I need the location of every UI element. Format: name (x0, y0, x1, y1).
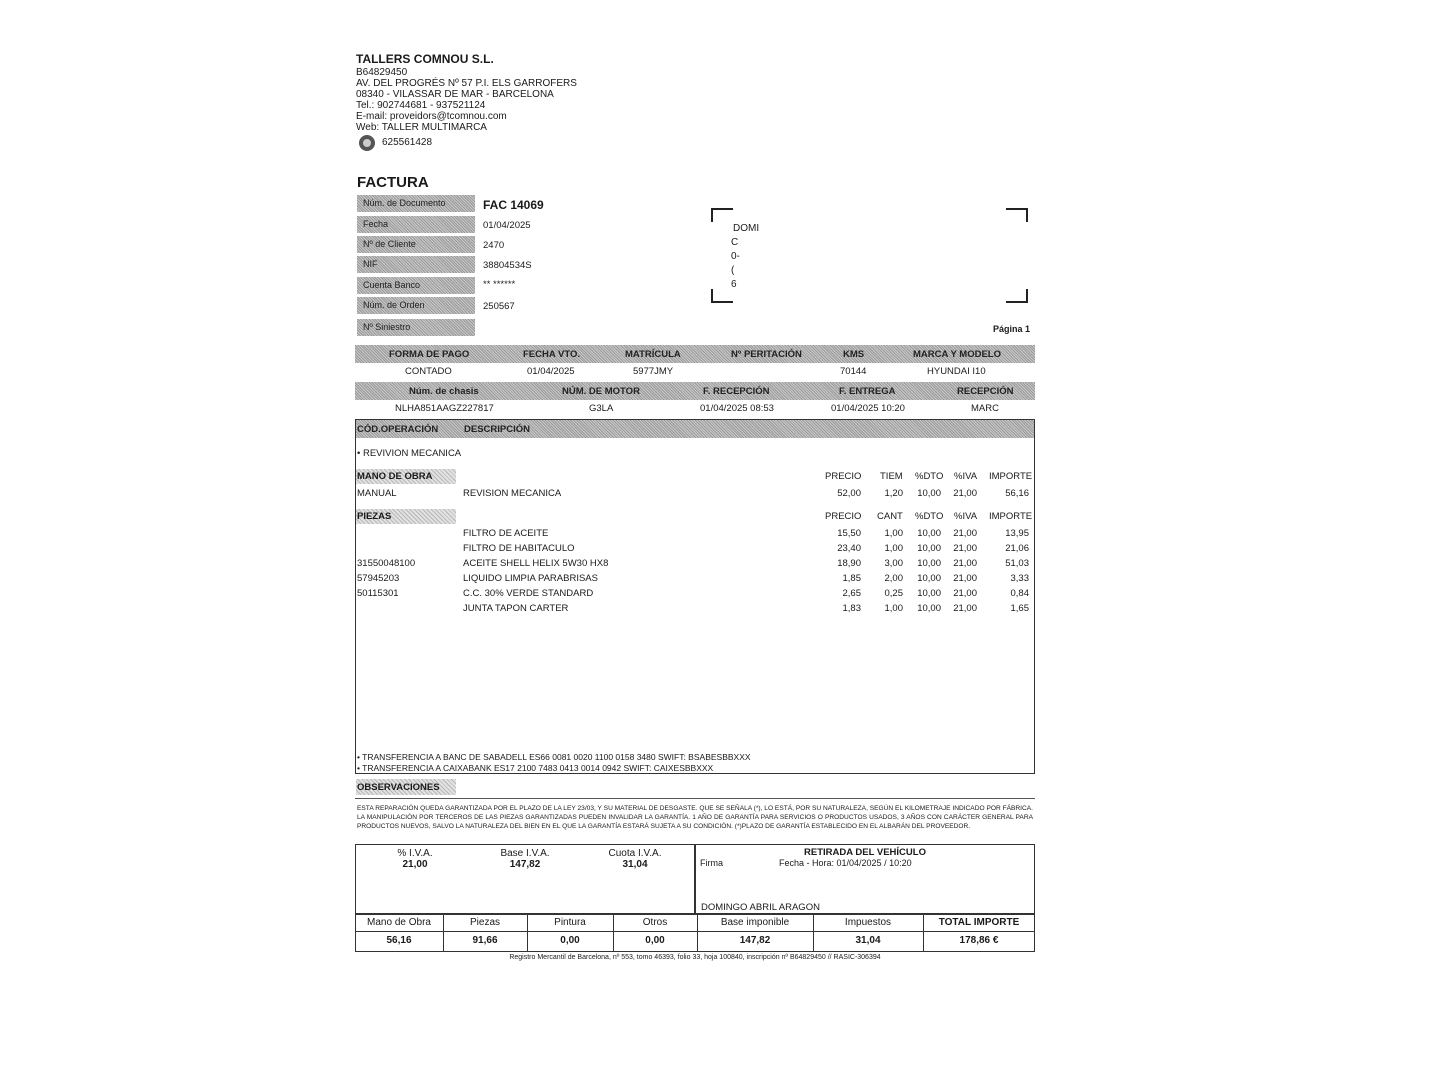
client-box-corner-tr (1006, 208, 1028, 222)
company-name: TALLERS COMNOU S.L. (356, 52, 494, 66)
field-label-client: Nº de Cliente (357, 236, 475, 253)
lines-header-desc: DESCRIPCIÓN (464, 423, 530, 435)
company-city: 08340 - VILASSAR DE MAR - BARCELONA (356, 89, 554, 100)
vh2-reception: RECEPCIÓN (957, 385, 1014, 397)
part-qty: 1,00 (884, 603, 903, 614)
part-qty: 1,00 (884, 528, 903, 539)
labour-col-price: PRECIO (825, 471, 862, 482)
vehicle-header-1 (355, 345, 1035, 363)
client-line-4: ( (731, 265, 735, 276)
observations-divider (355, 798, 1035, 799)
vh1-payment: FORMA DE PAGO (389, 348, 470, 360)
part-amount: 3,33 (1010, 573, 1029, 584)
vh1-due-date: FECHA VTO. (523, 348, 581, 360)
company-phone: Tel.: 902744681 - 937521124 (356, 100, 486, 111)
parts-title: PIEZAS (357, 511, 392, 522)
field-label-nif: NIF (357, 256, 475, 273)
vehicle-values-1 (355, 366, 1033, 380)
labour-row-qty: 1,20 (884, 488, 903, 499)
part-price: 23,40 (837, 543, 861, 554)
client-box-corner-br (1006, 289, 1028, 303)
tax-base: 147,82 (509, 859, 541, 870)
field-label-date: Fecha (357, 216, 475, 233)
vv1-payment: CONTADO (405, 366, 452, 377)
client-line-3: 0- (731, 251, 740, 262)
part-amount: 0,84 (1010, 588, 1029, 599)
field-value-nif: 38804534S (483, 260, 532, 271)
tax-h-base: Base I.V.A. (500, 848, 550, 859)
part-dto: 10,00 (917, 603, 941, 614)
vv1-due-date: 01/04/2025 (527, 366, 575, 377)
labour-row-dto: 10,00 (917, 488, 941, 499)
field-value-doc: FAC 14069 (483, 198, 544, 212)
totals-header: Piezas (469, 917, 500, 928)
vv2-reception: MARC (971, 403, 999, 414)
vv2-reception-date: 01/04/2025 08:53 (700, 403, 774, 414)
totals-header: Pintura (554, 917, 586, 928)
part-iva: 21,00 (953, 588, 977, 599)
totals-header: TOTAL IMPORTE (938, 917, 1020, 928)
company-web: Web: TALLER MULTIMARCA (356, 122, 487, 133)
part-desc: C.C. 30% VERDE STANDARD (463, 588, 594, 599)
totals-row-divider (355, 931, 1035, 932)
doc-title: FACTURA (357, 174, 429, 191)
client-line-5: 6 (731, 279, 737, 290)
lines-header-code: CÓD.OPERACIÓN (357, 423, 439, 435)
tax-h-iva: % I.V.A. (397, 848, 433, 859)
labour-row-code: MANUAL (357, 488, 397, 499)
labour-row-price: 52,00 (837, 488, 861, 499)
part-price: 18,90 (837, 558, 861, 569)
part-desc: ACEITE SHELL HELIX 5W30 HX8 (463, 558, 609, 569)
field-value-date: 01/04/2025 (483, 220, 531, 231)
vv2-chassis: NLHA851AAGZ227817 (395, 403, 494, 414)
field-label-order: Núm. de Orden (357, 297, 475, 314)
part-desc: LIQUIDO LIMPIA PARABRISAS (463, 573, 598, 584)
pickup-title: RETIRADA DEL VEHÍCULO (804, 847, 926, 858)
totals-header: Otros (642, 917, 668, 928)
labour-columns (355, 471, 1033, 485)
labour-col-amount: IMPORTE (989, 471, 1033, 482)
vh2-delivery-date: F. ENTREGA (839, 385, 896, 397)
part-amount: 1,65 (1010, 603, 1029, 614)
vv2-engine: G3LA (589, 403, 614, 414)
vehicle-values-2 (355, 403, 1033, 417)
totals-value: 0,00 (560, 935, 580, 946)
pickup-signature-label: Firma (700, 858, 723, 868)
labour-row-desc: REVISION MECANICA (463, 488, 562, 499)
part-qty: 3,00 (884, 558, 903, 569)
company-address: AV. DEL PROGRÉS Nº 57 P.I. ELS GARROFERS (356, 78, 577, 89)
part-row (355, 528, 1033, 542)
totals-value: 0,00 (645, 935, 665, 946)
part-code: 31550048100 (357, 558, 416, 569)
part-price: 15,50 (837, 528, 861, 539)
vv1-kms: 70144 (840, 366, 867, 377)
part-iva: 21,00 (953, 528, 977, 539)
labour-title: MANO DE OBRA (357, 471, 433, 482)
vh1-plate: MATRÍCULA (625, 348, 681, 360)
tax-iva: 21,00 (402, 859, 428, 870)
parts-col-price: PRECIO (825, 511, 862, 522)
part-dto: 10,00 (917, 573, 941, 584)
vh1-kms: KMS (843, 348, 865, 360)
parts-col-amount: IMPORTE (989, 511, 1033, 522)
part-code: 57945203 (357, 573, 400, 584)
part-qty: 0,25 (884, 588, 903, 599)
company-cif: B64829450 (356, 67, 408, 78)
part-dto: 10,00 (917, 528, 941, 539)
tax-h-cuota: Cuota I.V.A. (608, 848, 662, 859)
field-label-bank: Cuenta Banco (357, 277, 475, 294)
totals-header: Impuestos (844, 917, 892, 928)
whatsapp-icon (359, 135, 375, 151)
part-amount: 21,06 (1005, 543, 1029, 554)
part-iva: 21,00 (953, 543, 977, 554)
client-box-corner-bl (711, 289, 733, 303)
field-value-bank: ** ****** (483, 279, 516, 290)
company-whatsapp: 625561428 (382, 137, 433, 148)
client-line-2: C (731, 237, 739, 248)
labour-row-amount: 56,16 (1005, 488, 1029, 499)
field-label-claim: Nº Siniestro (357, 319, 475, 336)
vh2-reception-date: F. RECEPCIÓN (703, 385, 770, 397)
parts-columns (355, 511, 1033, 525)
totals-value: 178,86 € (959, 935, 999, 946)
labour-row (355, 488, 1033, 502)
tax-cuota: 31,04 (622, 859, 648, 870)
part-row (355, 603, 1033, 617)
page-number: Página 1 (993, 324, 1031, 334)
labour-col-dto: %DTO (915, 471, 944, 482)
part-amount: 13,95 (1005, 528, 1029, 539)
totals-value: 56,16 (386, 935, 412, 946)
guarantee-text: ESTA REPARACIÓN QUEDA GARANTIZADA POR EL PLAZO DE LA LEY 23/03, Y SU MATERIAL DE DESGASTE. QUE SE SEÑALA (*), LO ESTÁ, POR SU NATURALEZA, SEGÚN EL KILOMETRAJE INDICADO POR FÁBRICA. LA MANIPULACIÓN POR TERCEROS DE LAS PIEZAS GARANTIZADAS PUEDEN INVALIDAR LA GARANTÍA. 1 AÑO DE GARANTÍA PARA SERVICIOS O PRODUCTOS USADOS, 3 AÑOS CON CARÁCTER GENERAL PARA PRODUCTOS NUEVOS, SALVO LA NATURALEZA DEL BIEN EN EL QUE LA GARANTÍA ESTARÁ SUJETA A SU CONDICIÓN. (*)PLAZO DE GARANTÍA ESTABLECIDO EN EL ALBARÁN DEL PROVEEDOR. (357, 805, 1033, 830)
vv1-plate: 5977JMY (633, 366, 674, 377)
totals-header: Mano de Obra (367, 917, 431, 928)
part-amount: 51,03 (1005, 558, 1029, 569)
observations-title: OBSERVACIONES (357, 782, 440, 793)
field-label-doc: Núm. de Documento (357, 195, 475, 212)
pickup-name: DOMINGO ABRIL ARAGON (701, 902, 820, 913)
transfer-line-2: • TRANSFERENCIA A CAIXABANK ES17 2100 7483 0413 0014 0942 SWIFT: CAIXESBBXXX (357, 763, 714, 773)
parts-col-iva: %IVA (954, 511, 978, 522)
part-iva: 21,00 (953, 573, 977, 584)
vehicle-header-2 (355, 382, 1035, 400)
vh2-engine: NÚM. DE MOTOR (562, 385, 640, 397)
vv1-make-model: HYUNDAI I10 (927, 366, 986, 377)
vh1-make-model: MARCA Y MODELO (913, 348, 1001, 360)
vv2-delivery-date: 01/04/2025 10:20 (831, 403, 905, 414)
field-value-client: 2470 (483, 240, 505, 251)
parts-col-qty: CANT (877, 511, 903, 522)
footer-registry: Registro Mercantil de Barcelona, nº 553, tomo 46393, folio 33, hoja 100840, inscripción nº B64829450 // RASIC-306394 (509, 954, 881, 961)
part-desc: FILTRO DE ACEITE (463, 528, 549, 539)
lines-header (356, 420, 1034, 438)
labour-row-iva: 21,00 (953, 488, 977, 499)
totals-value: 31,04 (855, 935, 881, 946)
labour-col-iva: %IVA (954, 471, 978, 482)
transfer-line-1: • TRANSFERENCIA A BANC DE SABADELL ES66 0081 0020 1100 0158 3480 SWIFT: BSABESBBXXX (357, 752, 751, 762)
part-desc: FILTRO DE HABITACULO (463, 543, 575, 554)
part-dto: 10,00 (917, 588, 941, 599)
invoice-page (355, 40, 1035, 970)
totals-value: 147,82 (739, 935, 771, 946)
totals-header: Base imponible (720, 917, 790, 928)
part-dto: 10,00 (917, 543, 941, 554)
parts-col-dto: %DTO (915, 511, 944, 522)
part-price: 2,65 (842, 588, 861, 599)
part-iva: 21,00 (953, 603, 977, 614)
part-row (355, 573, 1033, 587)
client-box-corner-tl (711, 208, 733, 222)
part-row (355, 543, 1033, 557)
totals-value: 91,66 (472, 935, 498, 946)
vh1-appraisal: Nº PERITACIÓN (731, 348, 802, 360)
part-desc: JUNTA TAPON CARTER (463, 603, 569, 614)
part-iva: 21,00 (953, 558, 977, 569)
part-code: 50115301 (357, 588, 399, 599)
section-title: • REVIVION MECANICA (357, 448, 462, 459)
labour-col-time: TIEM (880, 471, 903, 482)
vh2-chassis: Núm. de chasis (409, 385, 479, 397)
field-value-order: 250567 (483, 301, 515, 312)
company-email: E-mail: proveidors@tcomnou.com (356, 111, 507, 122)
part-row (355, 588, 1033, 602)
part-dto: 10,00 (917, 558, 941, 569)
part-qty: 1,00 (884, 543, 903, 554)
client-line-1: DOMI (733, 223, 760, 234)
part-price: 1,85 (842, 573, 861, 584)
part-qty: 2,00 (884, 573, 903, 584)
pickup-datetime: Fecha - Hora: 01/04/2025 / 10:20 (779, 858, 912, 868)
part-price: 1,83 (842, 603, 861, 614)
part-row (355, 558, 1033, 572)
